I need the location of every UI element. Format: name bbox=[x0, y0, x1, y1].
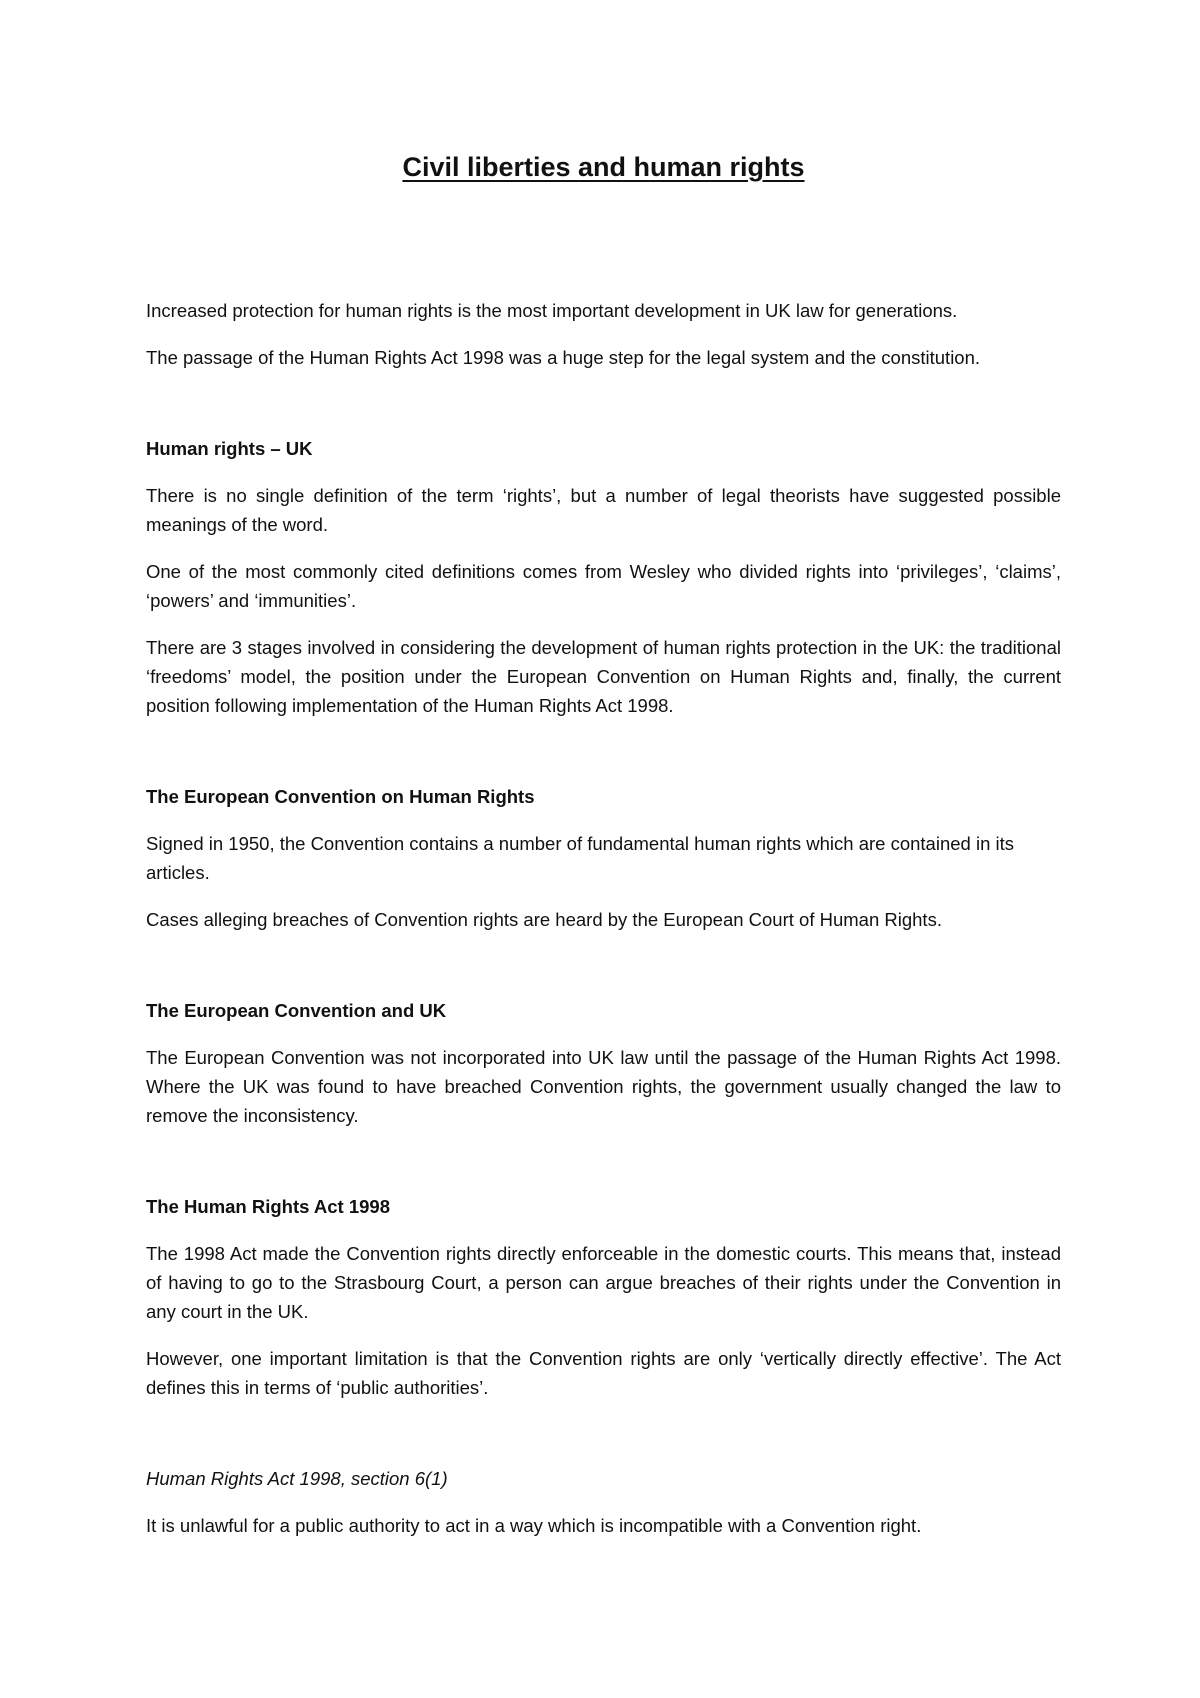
document-body bbox=[146, 150, 1061, 1558]
section-heading: Human Rights Act 1998, section 6(1) bbox=[146, 1468, 448, 1489]
section-heading: The Human Rights Act 1998 bbox=[146, 1196, 390, 1217]
section-paragraph: It is unlawful for a public authority to act in a way which is incompatible with a Convention right. bbox=[146, 1515, 922, 1536]
section-paragraph: The 1998 Act made the Convention rights directly enforceable in the domestic courts. This means that, instead of having to go to the Strasbourg Court, a person can argue breaches of their rights under the Convention in any court in the UK. bbox=[146, 1243, 1061, 1322]
section-section-6-1 bbox=[146, 1464, 1061, 1540]
section-paragraph: There is no single definition of the term ‘rights’, but a number of legal theorists have suggested possible meanings of the word. bbox=[146, 485, 1061, 535]
section-paragraph: There are 3 stages involved in considering the development of human rights protection in the UK: the traditional ‘freedoms’ model, the position under the European Convention on Human Rights and, finally, the current position following implementation of the Human Rights Act 1998. bbox=[146, 637, 1061, 716]
section-convention-and-uk bbox=[146, 996, 1061, 1130]
section-spacer bbox=[146, 1148, 1061, 1192]
intro-paragraph: The passage of the Human Rights Act 1998 was a huge step for the legal system and the constitution. bbox=[146, 347, 981, 368]
intro-paragraph: Increased protection for human rights is the most important development in UK law for generations. bbox=[146, 300, 958, 321]
document-title: Civil liberties and human rights bbox=[402, 152, 805, 182]
section-spacer bbox=[146, 738, 1061, 782]
section-spacer bbox=[146, 1420, 1061, 1464]
section-paragraph: One of the most commonly cited definitions comes from Wesley who divided rights into ‘privileges’, ‘claims’, ‘powers’ and ‘immunities’. bbox=[146, 561, 1061, 611]
section-heading: The European Convention on Human Rights bbox=[146, 786, 535, 807]
section-paragraph: Cases alleging breaches of Convention rights are heard by the European Court of Human Rights. bbox=[146, 909, 942, 930]
section-heading: Human rights – UK bbox=[146, 438, 313, 459]
section-spacer bbox=[146, 390, 1061, 434]
section-paragraph: The European Convention was not incorporated into UK law until the passage of the Human Rights Act 1998. Where the UK was found to have breached Convention rights, the government usually changed the law to remove the inconsistency. bbox=[146, 1047, 1061, 1126]
section-spacer bbox=[146, 952, 1061, 996]
section-european-convention bbox=[146, 782, 1061, 934]
section-paragraph: However, one important limitation is that the Convention rights are only ‘vertically directly effective’. The Act defines this in terms of ‘public authorities’. bbox=[146, 1348, 1061, 1398]
section-heading: The European Convention and UK bbox=[146, 1000, 447, 1021]
section-paragraph: Signed in 1950, the Convention contains a number of fundamental human rights which are contained in its articles. bbox=[146, 833, 1014, 883]
section-human-rights-act bbox=[146, 1192, 1061, 1402]
section-human-rights-uk bbox=[146, 434, 1061, 720]
